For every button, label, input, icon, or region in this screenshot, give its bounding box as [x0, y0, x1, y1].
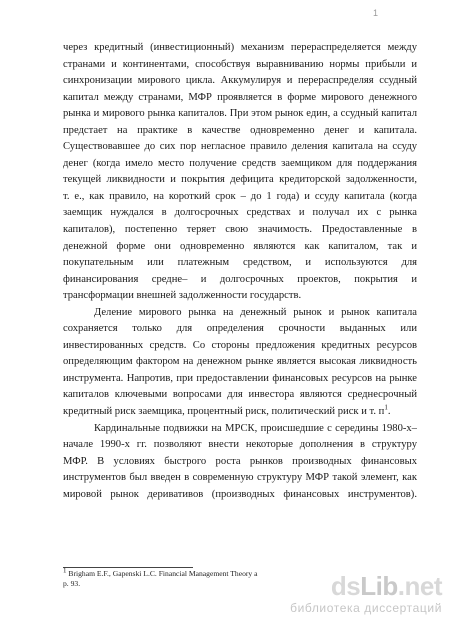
watermark: [290, 572, 442, 615]
text-line: [63, 454, 417, 471]
text-line-content: денежной форме они одновременно являются как капиталом, так и: [63, 240, 417, 252]
text-line: [63, 404, 417, 421]
text-line: [63, 123, 417, 140]
watermark-logo-lib: Lib: [360, 571, 398, 601]
text-line: [63, 470, 417, 487]
text-line-content: финансирования средне– и долгосрочных проектов, покрытия и: [63, 273, 417, 285]
text-line: [63, 189, 417, 206]
footnote-line-2: p. 93.: [63, 579, 81, 588]
footnote-citation: Brigham E.F., Gapenski L.C. Financial Management Theory a: [68, 569, 258, 578]
watermark-subtitle: библиотека диссертаций: [290, 601, 442, 615]
footnote-line-1: [63, 566, 293, 579]
text-line: [63, 437, 417, 454]
text-line: [63, 387, 417, 404]
text-line: [63, 305, 417, 322]
text-line: [63, 421, 417, 438]
text-line-content: сохраняется только для определения срочности выданных или: [63, 323, 417, 335]
text-line-content: инструментов был введен в современную структуру МФР такой элемент, как: [63, 472, 417, 484]
footnote-reference: 1: [384, 403, 388, 412]
body-text: [63, 40, 417, 503]
text-line-content: предстает на практике в качестве одновременно денег и капитала.: [63, 124, 417, 136]
text-line: [63, 73, 417, 90]
text-line: [63, 255, 417, 272]
text-line-content: странами и континентами, способствуя выравниванию нормы прибыли и: [63, 58, 417, 70]
footnote: [63, 566, 293, 589]
text-line-content: МФР. В условиях быстрого роста рынков производных финансовых: [63, 455, 417, 467]
text-line-content: рынка и мирового рынка капиталов. При этом рынок един, а ссудный капитал: [63, 108, 417, 120]
text-line: [63, 40, 417, 57]
text-line: [63, 222, 417, 239]
text-line: [63, 371, 417, 388]
page-mark: 1: [373, 8, 379, 18]
text-line-content: кредитный риск заемщика, процентный риск, политический риск и т. п: [63, 406, 385, 418]
text-line-content: инвестированных средств. Со стороны предложения кредитных ресурсов: [63, 339, 417, 351]
text-line-content: инструмента. Напротив, при предоставлении финансовых ресурсов на рынке: [63, 372, 417, 384]
watermark-logo: [290, 572, 442, 600]
text-line-content: текущей ликвидности и покрытия дефицита кредиторской задолженности,: [63, 174, 417, 186]
text-line: [63, 156, 417, 173]
text-line-content: денег (когда имело место получение средств заемщиком для поддержания: [63, 157, 417, 169]
text-line: [63, 172, 417, 189]
text-line-content: трансформации внешней задолженности государств.: [63, 290, 302, 302]
text-line: [63, 239, 417, 256]
text-line-content: Существовавшее до сих пор негласное правило деления капитала на ссуду: [63, 141, 417, 153]
text-line: [63, 205, 417, 222]
text-line-content: заемщик нуждался в долгосрочных средствах и получал их с рынка: [63, 207, 417, 219]
text-line: [63, 139, 417, 156]
text-line-content: покупательным или платежным средством, и используются для: [63, 257, 417, 269]
text-line-end: .: [387, 406, 391, 418]
text-line-content: капитал между странами, МФР проявляется в форме мирового денежного: [63, 91, 417, 103]
text-line-content: через кредитный (инвестиционный) механизм перераспределяется между: [63, 42, 417, 53]
text-line: [63, 321, 417, 338]
text-line-content: синхронизации мирового цикла. Аккумулируя и перераспределяя ссудный: [63, 75, 417, 87]
footnote-number: 1: [63, 566, 67, 575]
text-line-content: капиталов ключевыми вопросами для инвестора являются среднесрочный: [63, 389, 417, 401]
text-line-content: мировой рынок деривативов (производных финансовых инструментов).: [63, 488, 417, 500]
watermark-logo-net: .net: [397, 571, 442, 601]
text-line: [63, 106, 417, 123]
text-line-content: капиталов), постепенно теряет свою значимость. Предоставленные в: [63, 224, 417, 236]
text-line-content: определяющим фактором на денежном рынке является высокая ликвидность: [63, 356, 417, 368]
text-line-content: Деление мирового рынка на денежный рынок и рынок капитала: [94, 306, 417, 318]
footnote-divider: [63, 567, 193, 568]
text-line: [63, 272, 417, 289]
text-line: [63, 487, 417, 504]
text-line: [63, 90, 417, 107]
text-line-content: начале 1990-х гг. позволяют внести некоторые дополнения в структуру: [63, 439, 417, 451]
text-line-content: т. е., как правило, на короткий срок – до 1 года) и ссуду капитала (когда: [63, 190, 417, 202]
text-line: [63, 354, 417, 371]
text-line: [63, 338, 417, 355]
text-line: [63, 288, 417, 305]
text-line-content: Кардинальные подвижки на МРСК, происшедшие с середины 1980-х–: [94, 422, 417, 434]
text-line: [63, 57, 417, 74]
watermark-logo-ds: ds: [330, 571, 361, 601]
